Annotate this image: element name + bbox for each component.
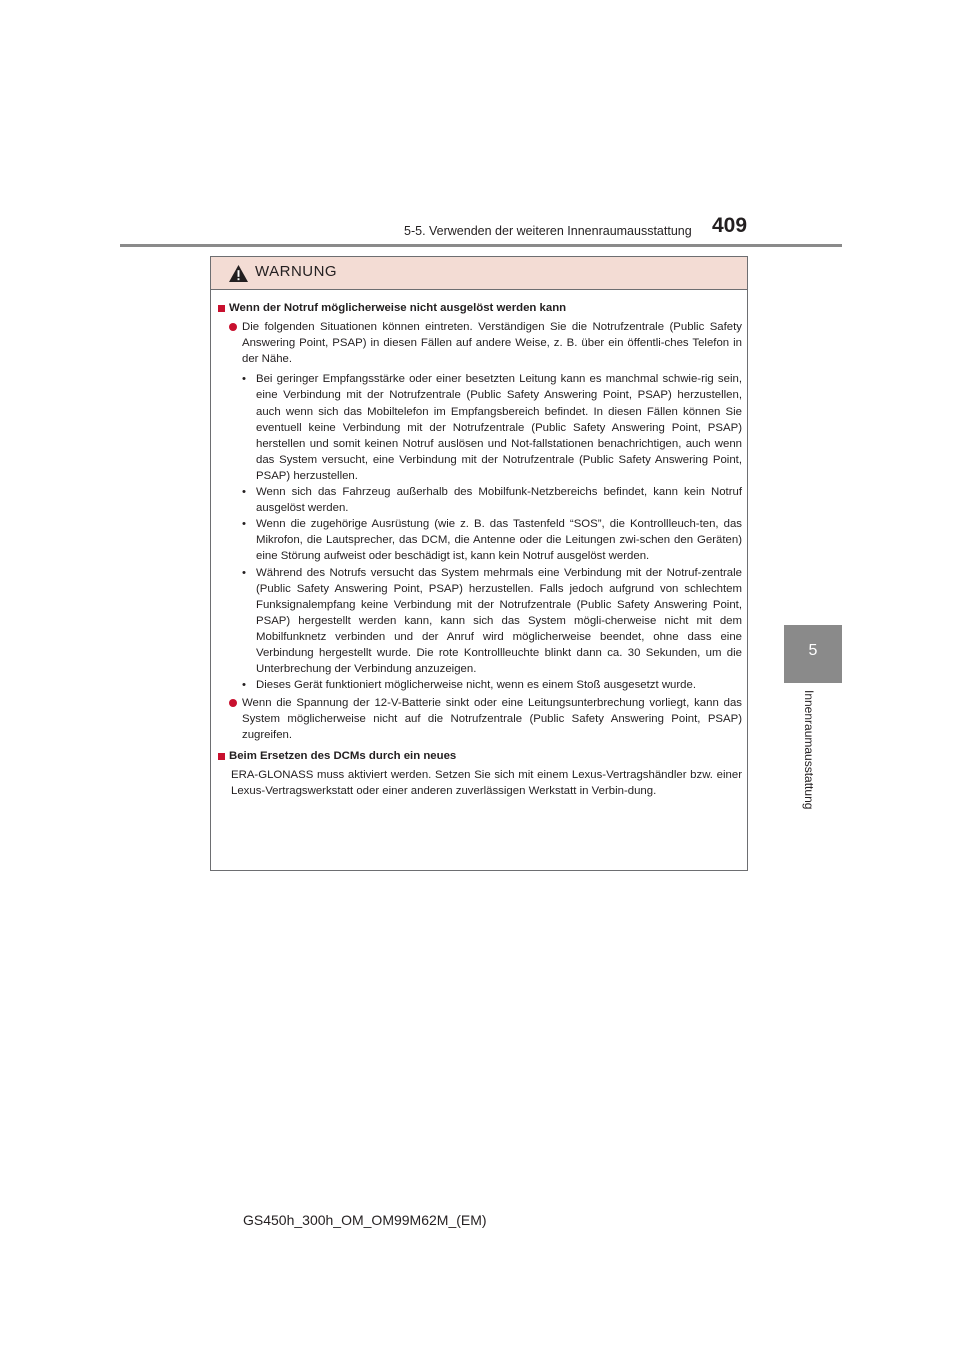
small-bullet-icon: •: [242, 679, 246, 692]
warning-triangle-icon: [228, 264, 249, 283]
sub-list-item: [218, 371, 742, 484]
sub-item-text: Dieses Gerät funktioniert möglicherweise nicht, wenn es einem Stoß ausgesetzt wurde.: [256, 679, 697, 692]
warning-section: [218, 748, 742, 799]
bullet-text: Die folgenden Situationen können eintreten. Verständigen Sie die Notrufzentrale (Public Safety Answering Point, PSAP) in diesen Fällen auf andere Weise, z. B. über ein öffentli-ches Telefon in der Nähe.: [242, 321, 742, 366]
section-paragraph: ERA-GLONASS muss aktiviert werden. Setzen Sie sich mit einem Lexus-Vertragshändler bzw. einer Lexus-Vertragswerkstatt oder einer anderen zuverlässigen Werkstatt in Verbin-dung.: [231, 768, 742, 797]
warning-section: [218, 300, 742, 744]
sub-item-text: Wenn die zugehörige Ausrüstung (wie z. B. das Tastenfeld “SOS”, die Kontrollleuch-ten, das Mikrofon, die Lautsprecher, das DCM, die Antenne oder die Leitungen zwi-schen den Geräten) eine Störung aufweist oder beschädigt ist, kann kein Notruf ausgelöst werden.: [256, 518, 742, 563]
small-bullet-icon: •: [242, 566, 246, 579]
red-bullet-icon: [229, 699, 237, 707]
chapter-title: Innenraumausstattung: [802, 690, 816, 810]
sub-list-item: [218, 516, 742, 564]
sub-item-text: Während des Notrufs versucht das System mehrmals eine Verbindung mit der Notruf-zentrale (Public Safety Answering Point, PSAP) herzustellen. Falls jedoch aufgrund von schlechtem Funksignalempfang keine Verbindung mit der Notrufzentrale (Public Safety Answering Point, PSAP) hergestellt werden kann, kann sich das System mögli-cherweise nicht mit dem Mobilfunknetz verbinden und der Anruf wird möglicherweise beendet, ohne dass eine Verbindung hergestellt wurde. Die rote Kontrollleuchte blinkt dann ca. 30 Sekunden, um die Unterbrechung der Verbindung anzuzeigen.: [256, 566, 742, 676]
section-title: 5-5. Verwenden der weiteren Innenraumausstattung: [404, 224, 692, 238]
bullet-item: [218, 695, 742, 743]
bullet-text: Wenn die Spannung der 12-V-Batterie sinkt oder eine Leitungsunterbrechung vorliegt, kann das System möglicherweise nicht auf die Notrufzentrale (Public Safety Answering Point, PSAP) zugreifen.: [242, 697, 742, 742]
warning-label: WARNUNG: [255, 263, 338, 280]
page-number: 409: [712, 214, 748, 237]
small-bullet-icon: •: [242, 373, 246, 386]
red-square-marker-icon: [218, 753, 225, 760]
small-bullet-icon: •: [242, 518, 246, 531]
sub-list-item: [218, 677, 742, 693]
warning-header: [211, 257, 747, 290]
document-code: GS450h_300h_OM_OM99M62M_(EM): [243, 1212, 487, 1228]
header-rule: [120, 244, 842, 247]
red-square-marker-icon: [218, 305, 225, 312]
sub-item-text: Bei geringer Empfangsstärke oder einer besetzten Leitung kann es manchmal schwie-rig sein, eine Verbindung mit der Notrufzentrale (Public Safety Answering Point, PSAP) herzustellen, auch wenn sich das Mobiltelefon im Empfangsbereich befindet. In diesen Fällen können Sie eventuell keine Verbindung mit der Notrufzentrale (Public Safety Answering Point, PSAP) herstellen und somit keinen Notruf auslösen und Not-fallstationen benachrichtigen, auch wenn das System versucht, eine Verbindung mit der Notrufzentrale (Public Safety Answering Point, PSAP) herzustellen.: [256, 373, 742, 482]
section-heading: [218, 748, 742, 764]
sub-list-item: [218, 565, 742, 678]
chapter-number: 5: [808, 642, 818, 659]
red-bullet-icon: [229, 323, 237, 331]
sub-list: [218, 371, 742, 693]
section-heading-text: Wenn der Notruf möglicherweise nicht ausgelöst werden kann: [229, 302, 567, 314]
chapter-tab: [784, 625, 842, 683]
warning-body: [211, 290, 747, 799]
section-heading-text: Beim Ersetzen des DCMs durch ein neues: [229, 749, 457, 762]
sub-item-text: Wenn sich das Fahrzeug außerhalb des Mobilfunk-Netzbereichs befindet, kann kein Notruf ausgelöst werden.: [256, 486, 742, 515]
small-bullet-icon: •: [242, 486, 246, 499]
bullet-item: [218, 319, 742, 367]
section-heading: [218, 300, 742, 316]
warning-box: [210, 256, 748, 871]
sub-list-item: [218, 484, 742, 516]
